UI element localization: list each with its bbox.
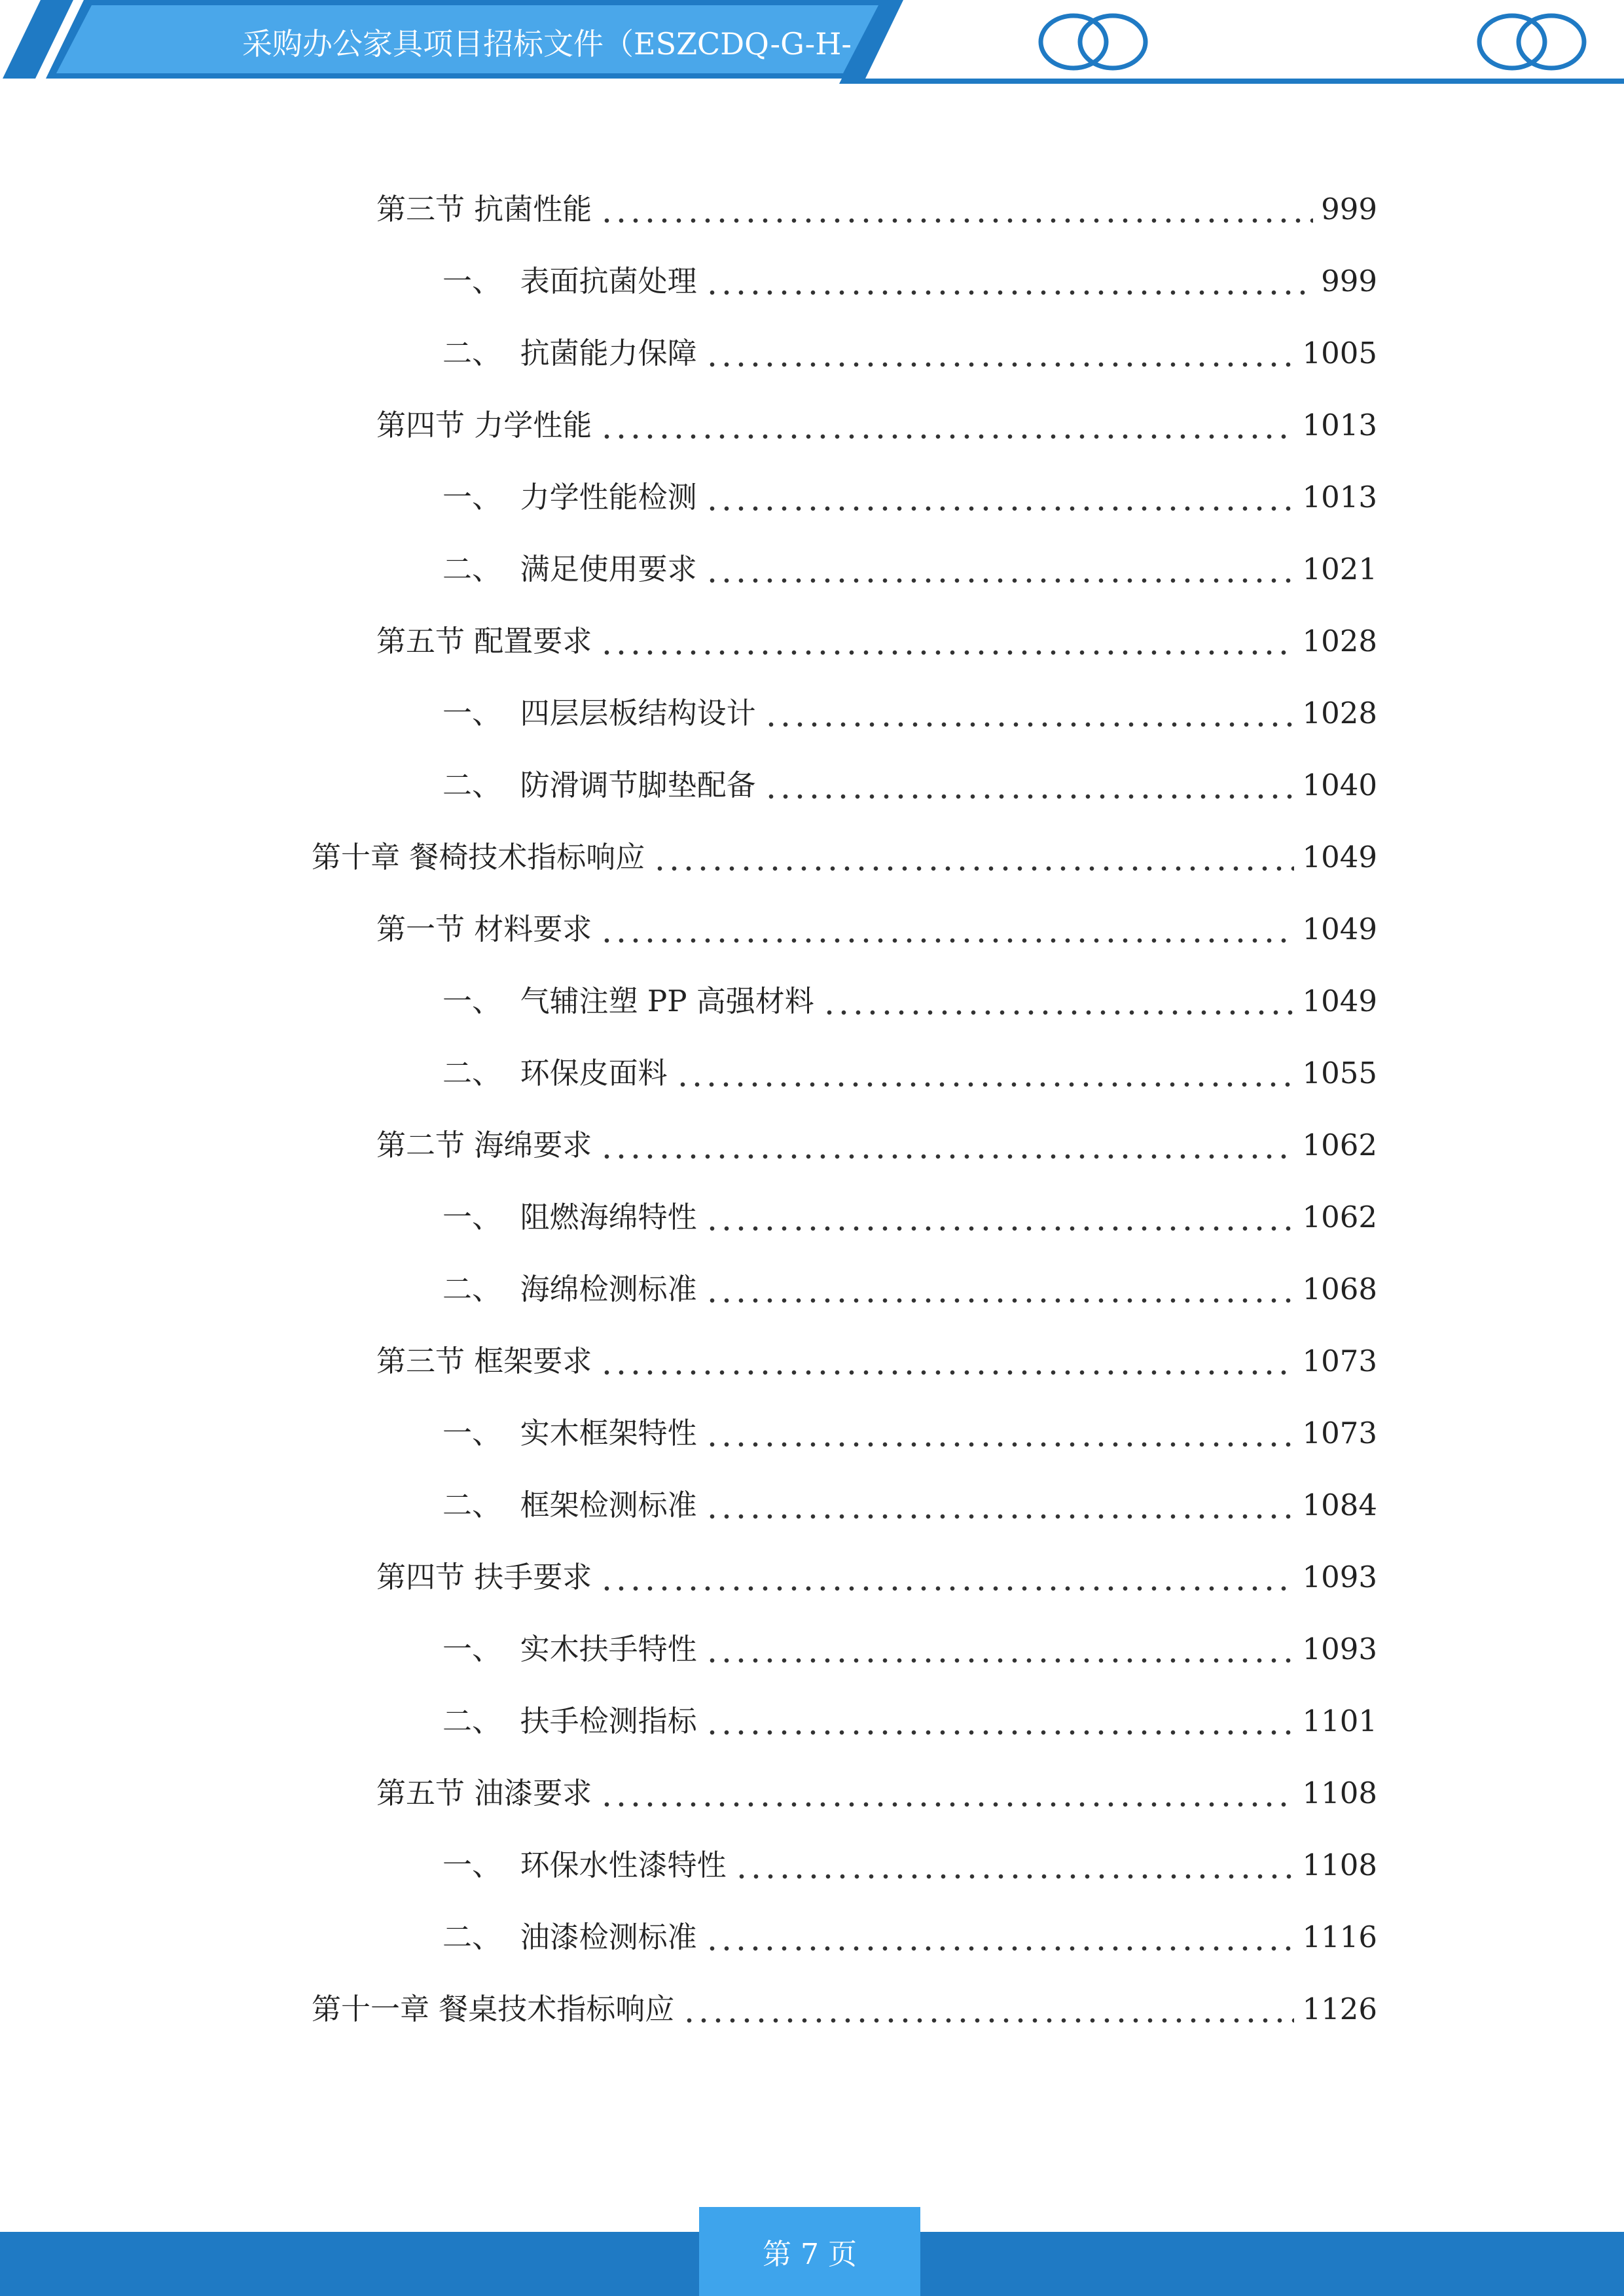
- toc-dot-leader: [600, 910, 1294, 949]
- toc-entry[interactable]: [312, 838, 1377, 877]
- toc-entry-page: 1055: [1302, 1056, 1377, 1090]
- toc-dot-leader: [600, 622, 1294, 661]
- toc-entry-title: 海绵检测标准: [520, 1272, 697, 1306]
- toc-entry-title: 第一节 材料要求: [376, 912, 592, 946]
- toc-entry-title: 实木扶手特性: [520, 1632, 697, 1666]
- toc-entry-number: 一、: [442, 264, 520, 298]
- toc-dot-leader: [600, 1558, 1294, 1597]
- toc-entry[interactable]: [442, 982, 1377, 1021]
- toc-entry-page: 999: [1321, 192, 1377, 226]
- toc-dot-leader: [600, 1126, 1294, 1165]
- toc-entry-page: 1028: [1302, 624, 1377, 658]
- toc-entry[interactable]: [442, 1198, 1377, 1237]
- double-ring-logo-icon: [1479, 16, 1584, 68]
- toc-entry-page: 1068: [1302, 1272, 1377, 1306]
- toc-entry[interactable]: [376, 1558, 1377, 1597]
- toc-entry-number: 一、: [442, 480, 520, 514]
- toc-entry[interactable]: [442, 1414, 1377, 1453]
- toc-entry-title: 四层层板结构设计: [520, 696, 756, 730]
- toc-entry-page: 1013: [1302, 408, 1377, 442]
- toc-dot-leader: [705, 334, 1295, 373]
- toc-entry-title: 框架检测标准: [520, 1488, 697, 1522]
- toc-entry[interactable]: [376, 190, 1377, 229]
- toc-dot-leader: [600, 190, 1313, 229]
- toc-entry-title: 第三节 抗菌性能: [376, 192, 592, 226]
- toc-dot-leader: [734, 1846, 1295, 1885]
- toc-entry-number: 二、: [442, 1488, 520, 1522]
- toc-entry-page: 1049: [1302, 840, 1377, 874]
- toc-entry-title: 第十一章 餐桌技术指标响应: [312, 1992, 675, 2026]
- toc-entry-page: 1040: [1302, 768, 1377, 802]
- toc-entry[interactable]: [442, 550, 1377, 589]
- toc-entry-title: 第二节 海绵要求: [376, 1128, 592, 1162]
- toc-entry[interactable]: [376, 910, 1377, 949]
- toc-entry-title: 环保水性漆特性: [520, 1848, 727, 1882]
- toc-dot-leader: [600, 406, 1294, 445]
- toc-entry[interactable]: [442, 262, 1377, 301]
- toc-entry[interactable]: [442, 1918, 1377, 1957]
- toc-entry-page: 1073: [1302, 1344, 1377, 1378]
- toc-entry-number: 二、: [442, 1272, 520, 1306]
- toc-entry-number: 一、: [442, 1416, 520, 1450]
- toc-dot-leader: [822, 982, 1295, 1021]
- toc-entry-number: 一、: [442, 1848, 520, 1882]
- toc-entry[interactable]: [442, 1270, 1377, 1309]
- toc-entry-title: 满足使用要求: [520, 552, 697, 586]
- toc-dot-leader: [682, 1990, 1294, 2029]
- toc-entry[interactable]: [442, 1630, 1377, 1669]
- toc-entry-page: 1049: [1302, 912, 1377, 946]
- toc-entry-title: 第十章 餐椅技术指标响应: [312, 840, 645, 874]
- toc-entry-title: 第三节 框架要求: [376, 1344, 592, 1378]
- toc-entry-title: 抗菌能力保障: [520, 336, 697, 370]
- toc-dot-leader: [764, 766, 1295, 805]
- toc-entry-page: 1013: [1302, 480, 1377, 514]
- toc-entry-page: 999: [1321, 264, 1377, 298]
- double-ring-logo-icon: [1041, 16, 1146, 68]
- toc-entry-number: 二、: [442, 552, 520, 586]
- toc-entry-number: 一、: [442, 1200, 520, 1234]
- toc-entry-title: 油漆检测标准: [520, 1920, 697, 1954]
- toc-entry-page: 1116: [1302, 1920, 1377, 1954]
- document-title: 采购办公家具项目招标文件（ESZCDQ-G-H-: [242, 26, 852, 62]
- toc-entry-page: 1073: [1302, 1416, 1377, 1450]
- toc-entry[interactable]: [312, 1990, 1377, 2029]
- toc-entry-number: 二、: [442, 768, 520, 802]
- toc-entry-page: 1093: [1302, 1560, 1377, 1594]
- toc-entry-number: 一、: [442, 1632, 520, 1666]
- toc-entry-title: 扶手检测指标: [520, 1704, 697, 1738]
- toc-entry-title: 实木框架特性: [520, 1416, 697, 1450]
- toc-entry[interactable]: [442, 1846, 1377, 1885]
- toc-entry-page: 1108: [1302, 1776, 1377, 1810]
- toc-entry-page: 1084: [1302, 1488, 1377, 1522]
- toc-entry[interactable]: [442, 1486, 1377, 1525]
- toc-entry-title: 第四节 扶手要求: [376, 1560, 592, 1594]
- toc-dot-leader: [705, 1414, 1295, 1453]
- toc-entry-number: 二、: [442, 1920, 520, 1954]
- toc-entry-title: 第五节 配置要求: [376, 624, 592, 658]
- toc-entry[interactable]: [376, 1126, 1377, 1165]
- toc-dot-leader: [705, 478, 1295, 517]
- toc-entry[interactable]: [442, 694, 1377, 733]
- toc-dot-leader: [764, 694, 1295, 733]
- toc-entry-number: 一、: [442, 696, 520, 730]
- toc-entry-number: 二、: [442, 336, 520, 370]
- toc-entry-title: 第四节 力学性能: [376, 408, 592, 442]
- toc-entry-page: 1021: [1302, 552, 1377, 586]
- toc-entry[interactable]: [442, 766, 1377, 805]
- toc-dot-leader: [705, 1270, 1295, 1309]
- toc-entry-page: 1005: [1302, 336, 1377, 370]
- toc-entry[interactable]: [442, 334, 1377, 373]
- toc-dot-leader: [676, 1054, 1295, 1093]
- toc-entry-page: 1093: [1302, 1632, 1377, 1666]
- toc-entry-page: 1126: [1302, 1992, 1377, 2026]
- toc-entry[interactable]: [376, 622, 1377, 661]
- toc-entry-page: 1062: [1302, 1128, 1377, 1162]
- page-number: 第 7 页: [699, 2207, 920, 2296]
- toc-dot-leader: [705, 1486, 1295, 1525]
- toc-entry-title: 第五节 油漆要求: [376, 1776, 592, 1810]
- toc-dot-leader: [705, 1702, 1295, 1741]
- toc-entry-title: 环保皮面料: [520, 1056, 668, 1090]
- toc-entry-number: 二、: [442, 1704, 520, 1738]
- toc-dot-leader: [600, 1774, 1294, 1813]
- toc-dot-leader: [705, 550, 1295, 589]
- toc-entry[interactable]: [376, 406, 1377, 445]
- toc-entry-page: 1101: [1302, 1704, 1377, 1738]
- toc-entry-title: 气辅注塑 PP 高强材料: [520, 984, 814, 1018]
- toc-entry-title: 防滑调节脚垫配备: [520, 768, 756, 802]
- toc-dot-leader: [705, 262, 1313, 301]
- toc-entry-number: 一、: [442, 984, 520, 1018]
- toc-dot-leader: [653, 838, 1294, 877]
- toc-entry[interactable]: [376, 1342, 1377, 1381]
- toc-entry-title: 力学性能检测: [520, 480, 697, 514]
- toc-entry-title: 表面抗菌处理: [520, 264, 697, 298]
- toc-entry-page: 1049: [1302, 984, 1377, 1018]
- toc-entry[interactable]: [376, 1774, 1377, 1813]
- toc-entry-number: 二、: [442, 1056, 520, 1090]
- toc-dot-leader: [705, 1198, 1295, 1237]
- page-header: [0, 0, 1624, 85]
- toc-dot-leader: [705, 1918, 1295, 1957]
- toc-entry-page: 1108: [1302, 1848, 1377, 1882]
- toc-entry[interactable]: [442, 1054, 1377, 1093]
- toc-entry-title: 阻燃海绵特性: [520, 1200, 697, 1234]
- toc-entry[interactable]: [442, 478, 1377, 517]
- toc-entry-page: 1062: [1302, 1200, 1377, 1234]
- toc-entry[interactable]: [442, 1702, 1377, 1741]
- toc-entry-page: 1028: [1302, 696, 1377, 730]
- toc-dot-leader: [705, 1630, 1295, 1669]
- toc-dot-leader: [600, 1342, 1294, 1381]
